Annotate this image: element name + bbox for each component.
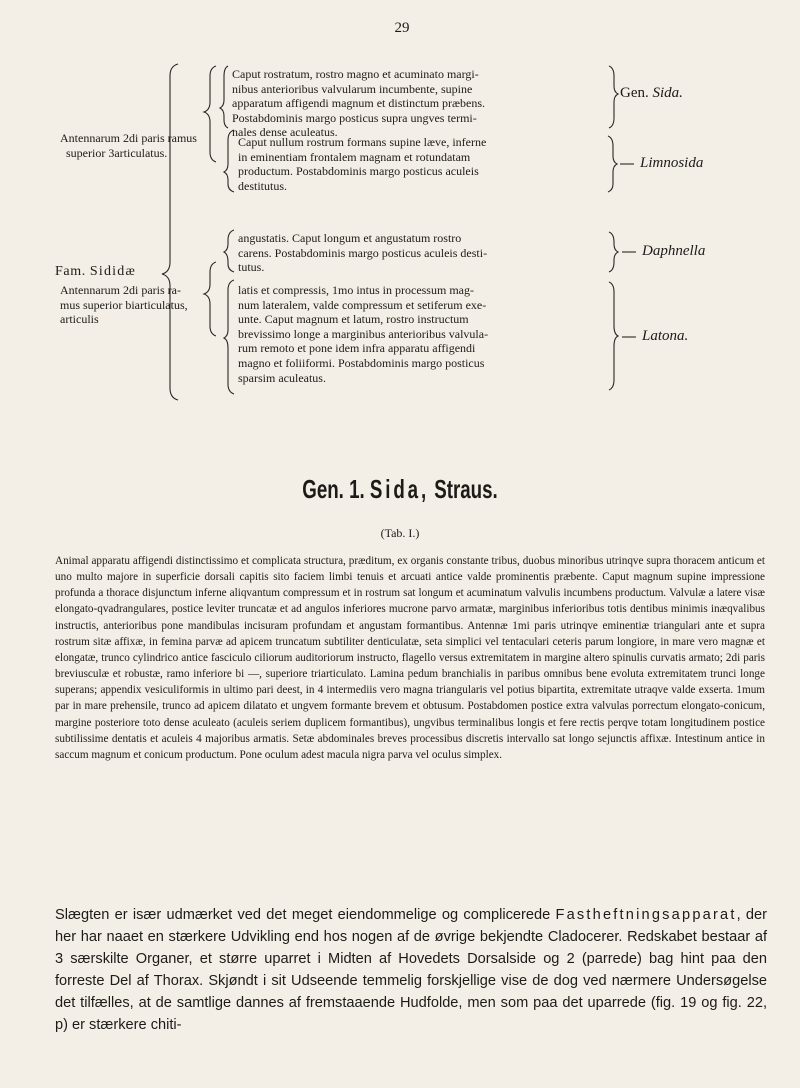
daphnella-description (238, 231, 487, 275)
group2-brace (204, 262, 216, 336)
limnosida-description (238, 135, 486, 193)
desc-line: productum. Postabdominis margo posticus aculeis (238, 164, 479, 179)
gen-prefix: Gen. (620, 85, 649, 101)
latona-right-brace (609, 282, 618, 390)
sida-description (232, 67, 485, 140)
key-group2 (60, 283, 188, 327)
genus-prefix: Gen. 1. (302, 474, 365, 504)
latona-taxon: Latona. (642, 328, 689, 344)
latin-diagnosis: Animal apparatu affigendi distinctissimo et complicata structura, præditum, ex organis constante tribus, duobus minoribus utrinqve supra thoracem anticum et uno multo majore in superficie dorsali capitis sito faciem limbi tenuis et arcuati antice valde prominentis præbente. Caput magnum supine impressione profunda a thorace disjunctum inferne aliqvantum compressum et in rostrum sat longum et acuminatum valvulis incumbens productum. Valvulæ a latere visæ elongato-qvadrangulares, postice leviter truncatæ et ad angulos inferiores mucrone parvo armatæ, marginibus inferioribus totis dentibus minimis inæqvalibus instructis, anterioribus pone mandibulas incisuram profundam et angustam formantibus. Antennæ 1mi paris utrinqve eminentiæ triangulari ante et supra rostrum sitæ affixæ, in femina parvæ ad apicem truncatum subtiliter denticulatæ, seta simplici vel tentaculari ceteris parum longiore, in mare vero magnæ et elongatæ, trunco cylindrico antice fasciculo ciliorum auditoriorum instructo, flagello versus extremitatem in margine altero spinulis curvatis armato; 2di paris breviusculæ et robustæ, ramo inferiore bi —, superiore triarticulato. Lamina pedum branchialis in paribus omnibus bene evoluta extremitatem trunci longe superans; appendix vesiculiformis in ultimo pari deest, in 4 intermediis vero magna triangularis vel potius bipartita, extremitate utraqve valde exserta. 1mum par in mare prehensile, trunco ad apicem dilatato et ungvem formante brevem et obtusum. Postabdomen postice extra valvulas porrectum elongato-conicum, margine posteriore toto dense aculeato (aculeis seriem duplicem formantibus), ungvibus terminalibus longis et fere rectis perqve totam longitudinem postice subtilissime dentatis et aculeis 4 majoribus armatis. Setæ abdominales breves processibus discretis intervallo sat longo sejunctis affixæ. Intestinum antice in saccum magnum et conicum productum. Pone oculum adest macula nigra parva vel oculus simplex. (55, 555, 765, 761)
genus-heading (112, 474, 688, 505)
desc-line: Caput nullum rostrum formans supine læve, inferne (238, 135, 487, 149)
danish-paragraph (55, 904, 767, 1036)
group1-line: Antennarum 2di paris ramus (60, 131, 197, 145)
desc-line: Caput rostratum, rostro magno et acuminato margi- (232, 67, 479, 81)
desc-line: num lateralem, valde compressum et setiferum exe- (238, 297, 487, 312)
desc-line: in eminentiam frontalem magnam et rotundatam (238, 149, 471, 164)
desc-line: nales dense aculeatus. (232, 125, 338, 140)
daphnella-taxon: Daphnella (642, 243, 706, 259)
desc-line: nibus anterioribus valvularum incumbente, supine (232, 81, 473, 96)
danish-text-start: Slægten er især udmærket ved det meget eiendommelige og complicerede (55, 907, 556, 923)
genus-name: Sida, (369, 474, 430, 504)
family-brace (162, 64, 178, 400)
page-number: 29 (394, 20, 410, 36)
desc-line: sparsim aculeatus. (238, 370, 326, 385)
sida-right-brace (609, 66, 618, 128)
desc-line: carens. Postabdominis margo posticus aculeis desti- (238, 245, 488, 260)
sida-taxon (620, 85, 683, 102)
family-prefix: Fam. (55, 264, 86, 279)
limnosida-right-brace (608, 136, 617, 192)
latona-description (238, 283, 488, 385)
desc-line: magno et foliiformi. Postabdominis margo posticus (238, 355, 485, 370)
desc-line: unte. Caput magnum et latum, rostro instructum (238, 312, 469, 327)
desc-line: tutus. (238, 260, 265, 275)
family-name: Sididæ (89, 264, 137, 279)
group1-brace (204, 66, 216, 162)
latona-left-brace (224, 280, 234, 394)
key-group1 (60, 131, 197, 160)
daphnella-right-brace (609, 232, 618, 272)
genus-author: Straus. (434, 474, 498, 504)
group2-line: Antennarum 2di paris ra- (60, 283, 181, 297)
desc-line: angustatis. Caput longum et angustatum rostro (238, 231, 462, 245)
group2-line: articulis (60, 312, 99, 327)
group2-line: mus superior biarticulatus, (60, 297, 188, 312)
desc-line: destitutus. (238, 178, 288, 193)
danish-spaced-term: Fastheftningsapparat (555, 907, 737, 923)
sida-left-brace (220, 66, 228, 128)
desc-line: brevissimo longe a marginibus anterioribus valvula- (238, 326, 489, 341)
group1-line: superior 3articulatus. (66, 145, 168, 160)
desc-line: latis et compressis, 1mo intus in processum mag- (238, 283, 474, 297)
limnosida-taxon: Limnosida (640, 155, 704, 171)
family-label (55, 264, 136, 280)
taxon-name: Sida. (652, 85, 683, 101)
danish-text-end: , der her har naaet en stærkere Udvikling end hos nogen af de øvrige bekjendte Cladocerer. Redskabet bestaar af 3 særskilte Organer, et større uparret i Midten af Hovedets Dorsalside og 2 (parrede) bag hint paa den forreste Del af Thorax. Skjøndt i sit Udseende temmelig forskjellige vise de dog ved nærmere Undersøgelse det tilfælles, at de samtlige dannes af fremstaaende Hudfolde, men som paa det uparrede (fig. 19 og fig. 22, p) er stærkere chiti- (55, 907, 767, 1033)
daphnella-left-brace (224, 230, 234, 272)
desc-line: rum remoto et pone idem infra apparatu affigendi (238, 341, 476, 356)
plate-reference: (Tab. I.) (380, 526, 420, 540)
desc-line: apparatum affigendi magnum et distinctum præbens. (232, 96, 486, 111)
desc-line: Postabdominis margo posticus supra ungves termi- (232, 110, 477, 125)
